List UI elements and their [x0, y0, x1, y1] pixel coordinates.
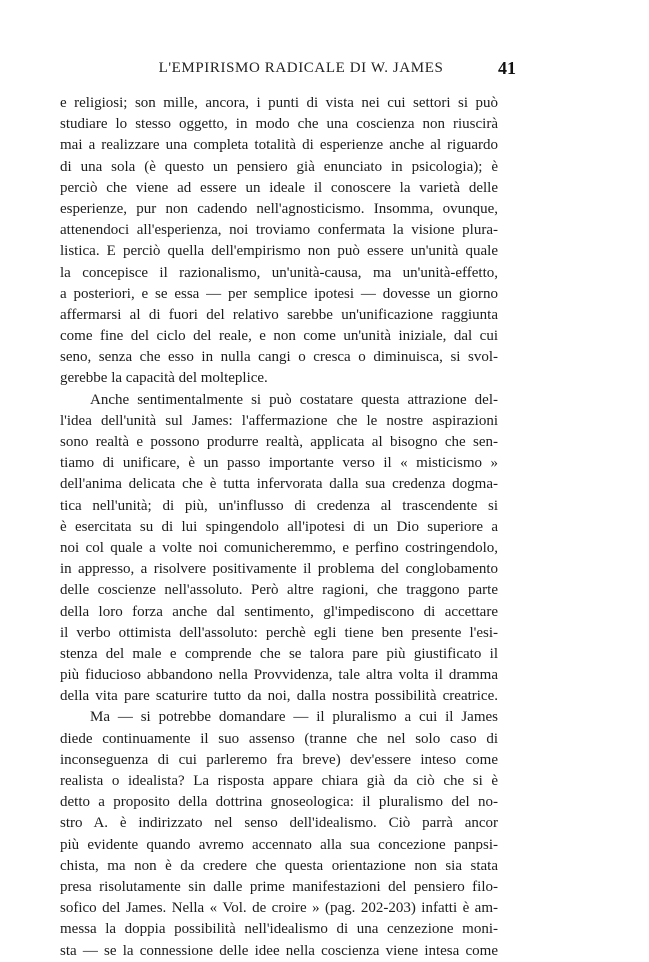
text-line: come fine del ciclo del reale, e non come un'unità iniziale, dal cui	[60, 328, 498, 345]
text-line: Anche sentimentalmente si può costatare questa attrazione del-	[90, 391, 498, 408]
text-line: dell'anima delicata che è tutta infervorata dalla sua credenza dogma-	[60, 476, 498, 493]
text-line: tica nell'unità; di più, un'influsso di credenza al trascendente si	[60, 497, 498, 514]
text-line: più evidente quando avremo accennato alla sua concezione panpsi-	[60, 836, 498, 853]
page-header	[96, 58, 516, 84]
body-text	[60, 93, 498, 962]
text-line: l'idea dell'unità sul James: l'affermazione che le nostre aspirazioni	[60, 412, 498, 429]
text-line: esperienze, pur non cadendo nell'agnosticismo. Insomma, ovunque,	[60, 200, 498, 217]
text-line: è esercitata su di lui spingendolo all'ipotesi di un Dio superiore a	[60, 518, 498, 535]
text-line: sofico del James. Nella « Vol. de croire » (pag. 202-203) infatti è am-	[60, 900, 498, 917]
text-line: più fiducioso abbandono nella Provvidenza, tale altra volta il dramma	[60, 667, 498, 684]
text-line: delle coscienze nell'assoluto. Però altre ragioni, che traggono parte	[60, 582, 498, 599]
text-line: della vita pare scaturire tutto da noi, dalla nostra possibilità creatrice.	[60, 688, 498, 705]
text-line: il verbo ottimista dell'assoluto: perchè egli tiene ben presente l'esi-	[60, 624, 498, 641]
text-line: chista, ma non è da credere che questa orientazione non sia stata	[60, 857, 498, 874]
text-line: detto a proposito della dottrina gnoseologica: il pluralismo del no-	[60, 794, 498, 811]
text-line: stenza del male e comprende che se talora pare più giustificato il	[60, 645, 498, 662]
text-line: a posteriori, e se essa — per semplice ipotesi — dovesse un giorno	[60, 285, 498, 302]
text-line: sono realtà e possono produrre realtà, applicata al bisogno che sen-	[60, 434, 498, 450]
text-line: la concepisce il razionalismo, un'unità-causa, ma un'unità-effetto,	[60, 264, 498, 281]
page-number: 41	[498, 58, 516, 78]
text-line: inconseguenza di cui parleremo fra breve) dev'essere inteso come	[60, 751, 498, 768]
running-title: L'EMPIRISMO RADICALE DI W. JAMES	[158, 60, 444, 76]
text-line: stro A. è indirizzato nel senso dell'idealismo. Ciò parrà ancor	[60, 815, 498, 832]
text-line: Ma — si potrebbe domandare — il pluralismo a cui il James	[90, 709, 498, 726]
text-line: realista o idealista? La risposta appare chiara già da ciò che si è	[60, 773, 498, 789]
text-line: attenendoci all'esperienza, noi troviamo confermata la visione plura-	[60, 222, 498, 239]
text-line: in appresso, a risolvere positivamente il problema del conglobamento	[60, 561, 498, 578]
text-line: della loro forza anche dal sentimento, gl'impediscono di accettare	[60, 603, 498, 620]
text-line: seno, senza che esso in nulla cangi o cresca o diminuisca, si svol-	[60, 349, 498, 366]
text-line: mai a realizzare una completa totalità di esperienze anche al riguardo	[60, 137, 498, 154]
text-line: sta — se la connessione delle idee nella coscienza viene intesa come	[60, 942, 498, 959]
text-line: gerebbe la capacità del molteplice.	[60, 370, 268, 387]
text-line: diede continuamente il suo assenso (tranne che nel solo caso di	[60, 730, 498, 747]
text-line: di una sola (è questo un pensiero già enunciato in psicologia); è	[60, 158, 498, 175]
text-line: presa risolutamente sin dalle prime manifestazioni del pensiero filo-	[60, 878, 498, 895]
text-line: tiamo di unificare, è un passo importante verso il « misticismo »	[60, 455, 498, 472]
text-line: messa la doppia possibilità nell'idealismo di una cenzezione moni-	[60, 921, 498, 938]
text-line: listica. E perciò quella dell'empirismo non può essere un'unità quale	[60, 243, 498, 260]
text-line: studiare lo stesso oggetto, in modo che una coscienza non riuscirà	[60, 116, 498, 133]
text-line: noi col quale a volte noi comunicheremmo, e perfino costringendolo,	[60, 539, 498, 556]
text-line: e religiosi; son mille, ancora, i punti di vista nei cui settori si può	[60, 95, 498, 111]
text-line: perciò che viene ad essere un ideale il conoscere la varietà delle	[60, 179, 498, 196]
text-line: affermarsi al di fuori del relativo sarebbe un'unificazione raggiunta	[60, 306, 498, 323]
